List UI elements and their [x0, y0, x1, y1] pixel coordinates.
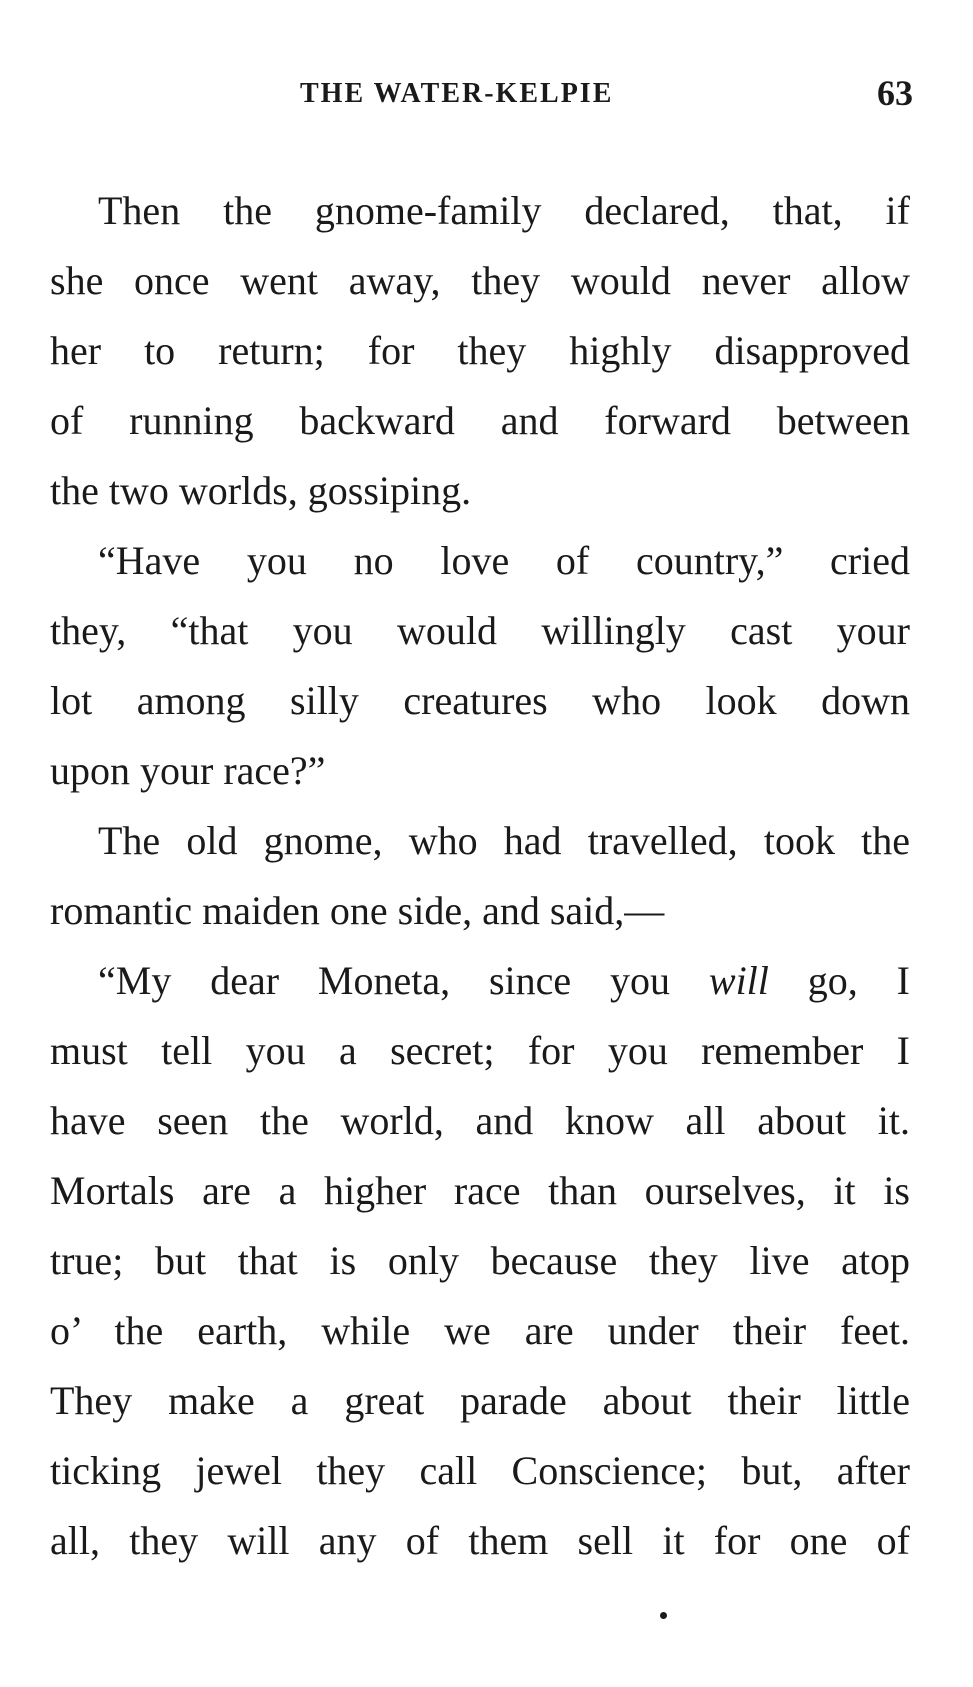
- running-title: THE WATER-KELPIE: [300, 78, 614, 109]
- text-line: true; but that is only because they live atop: [50, 1238, 910, 1283]
- text-line: They make a great parade about their little: [50, 1378, 910, 1423]
- text-segment: go, I: [768, 958, 910, 1003]
- text-line: lot among silly creatures who look down: [50, 678, 910, 723]
- text-line: upon your race?”: [50, 748, 326, 793]
- text-line: ticking jewel they call Conscience; but, after: [50, 1448, 910, 1493]
- emphasis-word: will: [708, 958, 769, 1003]
- text-segment: “My dear Moneta, since you: [98, 958, 709, 1003]
- body-text: [50, 176, 910, 1576]
- text-line: all, they will any of them sell it for one of: [50, 1518, 910, 1563]
- text-line: have seen the world, and know all about it.: [50, 1098, 910, 1143]
- text-line: they, “that you would willingly cast your: [50, 608, 910, 653]
- ink-speck: [660, 1612, 667, 1619]
- text-line: o’ the earth, while we are under their feet.: [50, 1308, 910, 1353]
- text-line: she once went away, they would never allow: [50, 258, 910, 303]
- text-line: “Have you no love of country,” cried: [98, 538, 910, 583]
- text-line: Mortals are a higher race than ourselves, it is: [50, 1168, 910, 1213]
- text-line-moneta: [50, 946, 910, 1016]
- page-number: 63: [877, 73, 913, 113]
- text-line: romantic maiden one side, and said,—: [50, 888, 665, 933]
- text-line: Then the gnome-family declared, that, if: [98, 188, 910, 233]
- text-line: her to return; for they highly disapproved: [50, 328, 910, 373]
- text-line: the two worlds, gossiping.: [50, 468, 472, 513]
- text-line: of running backward and forward between: [50, 398, 910, 443]
- text-line: The old gnome, who had travelled, took the: [98, 818, 910, 863]
- text-line: must tell you a secret; for you remember I: [50, 1028, 910, 1073]
